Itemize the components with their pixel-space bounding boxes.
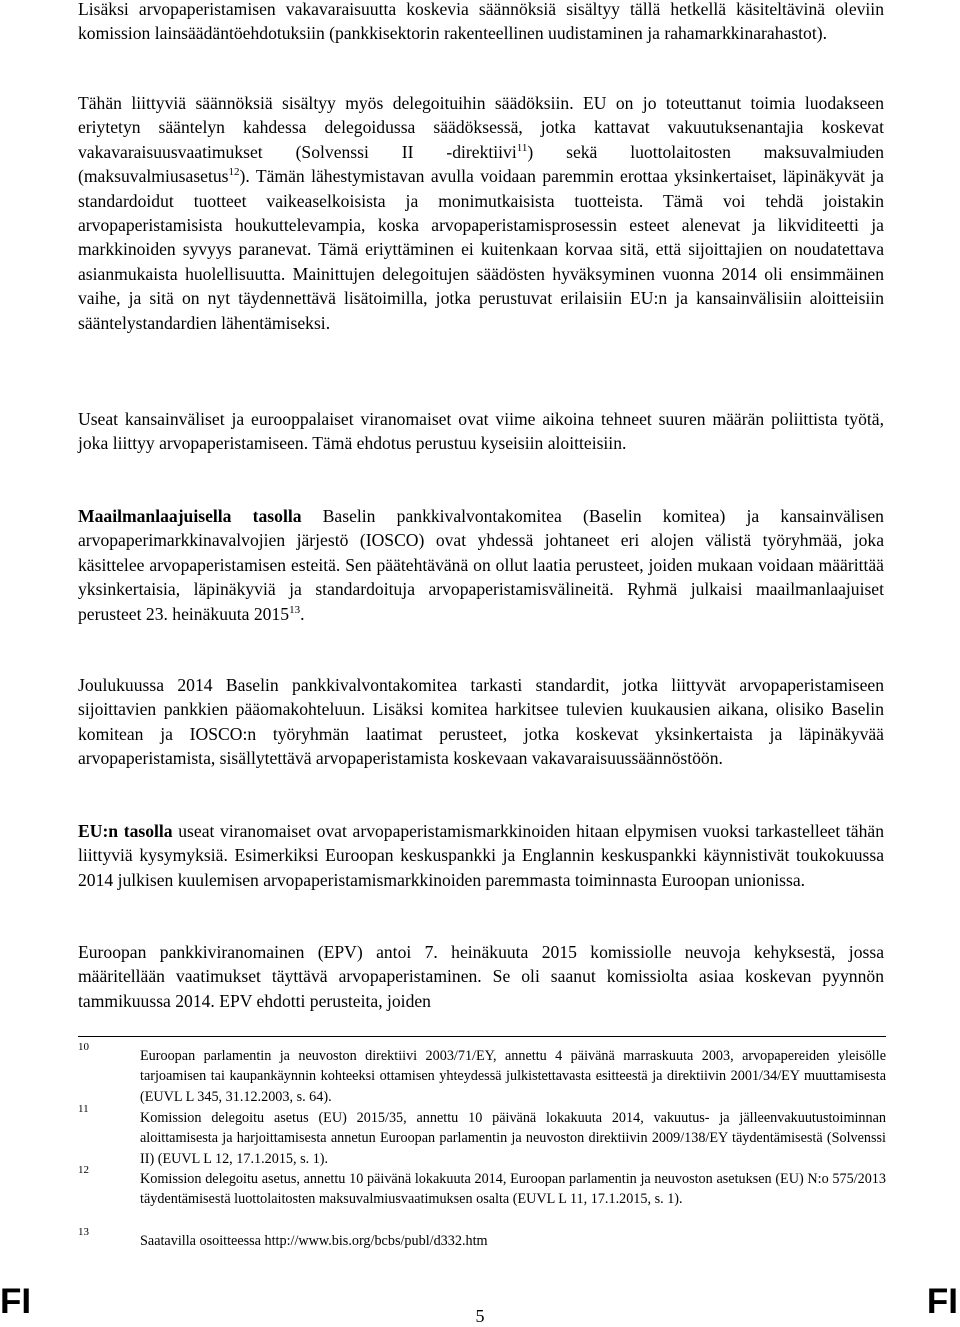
footnote-number: 13 — [78, 1226, 89, 1238]
footnote-separator — [78, 1036, 886, 1037]
paragraph-delegated-acts-text-2: ) sekä luottolaitosten maksuvalmiuden (maksuvalmiusasetus — [78, 141, 885, 187]
paragraph-global-level — [78, 504, 884, 626]
paragraph-delegated-acts — [78, 91, 884, 335]
language-code-left: FI — [0, 1282, 32, 1321]
footnote-11 — [78, 1103, 886, 1169]
paragraph-delegated-acts-text-1: Tähän liittyviä säännöksiä sisältyy myös delegoituihin säädöksiin. EU on jo toteuttanut toimia luodakseen eriytetyn sääntelyn kahdessa delegoidussa säädöksessä, jotka kattavat vakuutuksenantajia koskevat vakavaraisuusvaatimukset (Solvenssi II -direktiivi — [78, 93, 884, 162]
paragraph-intro-text: Lisäksi arvopaperistamisen vakavaraisuutta koskevia säännöksiä sisältyy tällä hetkellä käsiteltävinä oleviin komission lainsäädäntöehdotuksiin (pankkisektorin rakenteellinen uudistaminen ja rahamarkkinarahastot). — [78, 0, 884, 44]
footnote-number: 11 — [78, 1103, 89, 1115]
paragraph-authorities — [78, 407, 884, 456]
footnote-text: Komission delegoitu asetus (EU) 2015/35, annettu 10 päivänä lokakuuta 2014, vakuutus- ja jälleenvakuutustoiminnan aloittamisesta ja harjoittamisesta annetun Euroopan parlamentin ja neuvoston direktiivin 2009/138/EY täydentämisestä (Solvenssi II) (EUVL L 12, 17.1.2015, s. 1). — [140, 1110, 886, 1167]
footnote-text: Euroopan parlamentin ja neuvoston direktiivi 2003/71/EY, annettu 4 päivänä marraskuuta 2003, arvopapereiden yleisölle tarjoamisen tai kaupankäynnin kohteeksi ottamisen yhteydessä julkistettavasta esitteestä ja direktiivin 2001/34/EY muuttamisesta (EUVL L 345, 31.12.2003, s. 64). — [140, 1048, 886, 1105]
footnote-13 — [78, 1226, 886, 1251]
footnote-ref-12[interactable]: 12 — [228, 166, 240, 179]
paragraph-basel-december — [78, 673, 884, 771]
paragraph-eba-text: Euroopan pankkiviranomainen (EPV) antoi 7. heinäkuuta 2015 komissiolle neuvoja kehyksestä, jossa määritellään vaatimukset täyttävä arvopaperistaminen. Se oli saanut komissiolta asiaa koskevan pyynnön tammikuussa 2014. EPV ehdotti perusteita, joiden — [78, 942, 884, 1011]
paragraph-basel-december-text: Joulukuussa 2014 Baselin pankkivalvontakomitea tarkasti standardit, jotka liittyvät arvopaperistamiseen sijoittavien pankkien pääomakohteluun. Lisäksi komitea harkitsee tulevien kuukausien aikana, olisiko Baselin komitean ja IOSCO:n työryhmän laatimat perusteet, jotka koskevat yksinkertaista ja läpinäkyvää arvopaperistamista, sisällytettävä arvopaperistamista koskevaan vakavaraisuussäännöstöön. — [78, 675, 884, 769]
footnote-ref-13[interactable]: 13 — [289, 603, 301, 616]
paragraph-global-level-text: Baselin pankkivalvontakomitea (Baselin komitea) ja kansainvälisen arvopaperimarkkinavalvojien järjestö (IOSCO) ovat yhdessä johtaneet eri alojen välistä työryhmää, joka käsittelee arvopaperistamisen esteitä. Sen päätehtävänä on ollut laatia perusteet, joiden mukaan voidaan määrittää yksinkertaisia, läpinäkyviä ja standardoituja arvopaperistamisvälineitä. Ryhmä julkaisi maailmanlaajuiset perusteet 23. heinäkuuta 2015 — [78, 506, 884, 624]
paragraph-intro — [78, 0, 884, 46]
footnote-12 — [78, 1164, 886, 1210]
heading-eu-level: EU:n tasolla — [78, 821, 173, 841]
footnote-number: 12 — [78, 1164, 89, 1176]
paragraph-authorities-text: Useat kansainväliset ja eurooppalaiset viranomaiset ovat viime aikoina tehneet suuren määrän poliittista työtä, joka liittyy arvopaperistamiseen. Tämä ehdotus perustuu kyseisiin aloitteisiin. — [78, 409, 884, 454]
language-code-right: FI — [926, 1282, 958, 1321]
footnote-10 — [78, 1041, 886, 1107]
paragraph-eu-level — [78, 819, 884, 892]
footnote-text: Komission delegoitu asetus, annettu 10 päivänä lokakuuta 2014, Euroopan parlamentin ja neuvoston asetuksen (EU) N:o 575/2013 täydentämisestä luottolaitosten maksuvalmiusvaatimuksen osalta (EUVL L 11, 17.1.2015, s. 1). — [140, 1171, 886, 1208]
paragraph-delegated-acts-text-3: ). Tämän lähestymistavan avulla voidaan paremmin erottaa yksinkertaiset, läpinäkyvät ja standardoidut tuotteet vaikeaselkoisista ja monimutkaisista tuotteista. Tämä voi tehdä joistakin arvopaperistamisista houkuttelevampia, koska arvopaperistamisprosessin esteet alenevat ja likviditeetti ja markkinoiden syvyys paranevat. Tämä eriyttäminen ei kuitenkaan korvaa sitä, että sijoittajien on noudatettava asianmukaista huolellisuutta. Mainittujen delegoitujen säädösten hyväksyminen vuonna 2014 oli ensimmäinen vaihe, ja sitä on nyt täydennettävä lisätoimilla, jotka perustuvat erilaisiin EU:n ja kansainvälisiin aloitteisiin sääntelystandardien lähentämiseksi. — [78, 166, 884, 333]
footnote-number: 10 — [78, 1041, 89, 1053]
paragraph-eu-level-text: useat viranomaiset ovat arvopaperistamismarkkinoiden hitaan elpymisen vuoksi tarkastelleet tähän liittyviä kysymyksiä. Esimerkiksi Euroopan keskuspankki ja Englannin keskuspankki käynnistivät toukokuussa 2014 julkisen kuulemisen arvopaperistamismarkkinoiden paremmasta toiminnasta Euroopan unionissa. — [78, 821, 884, 890]
paragraph-global-level-end: . — [300, 603, 305, 624]
heading-global-level: Maailmanlaajuisella tasolla — [78, 506, 302, 526]
page-number: 5 — [475, 1306, 485, 1326]
footnote-ref-11[interactable]: 11 — [516, 141, 528, 154]
paragraph-eba — [78, 940, 884, 1013]
footnote-text: Saatavilla osoitteessa http://www.bis.org/bcbs/publ/d332.htm — [140, 1233, 488, 1249]
